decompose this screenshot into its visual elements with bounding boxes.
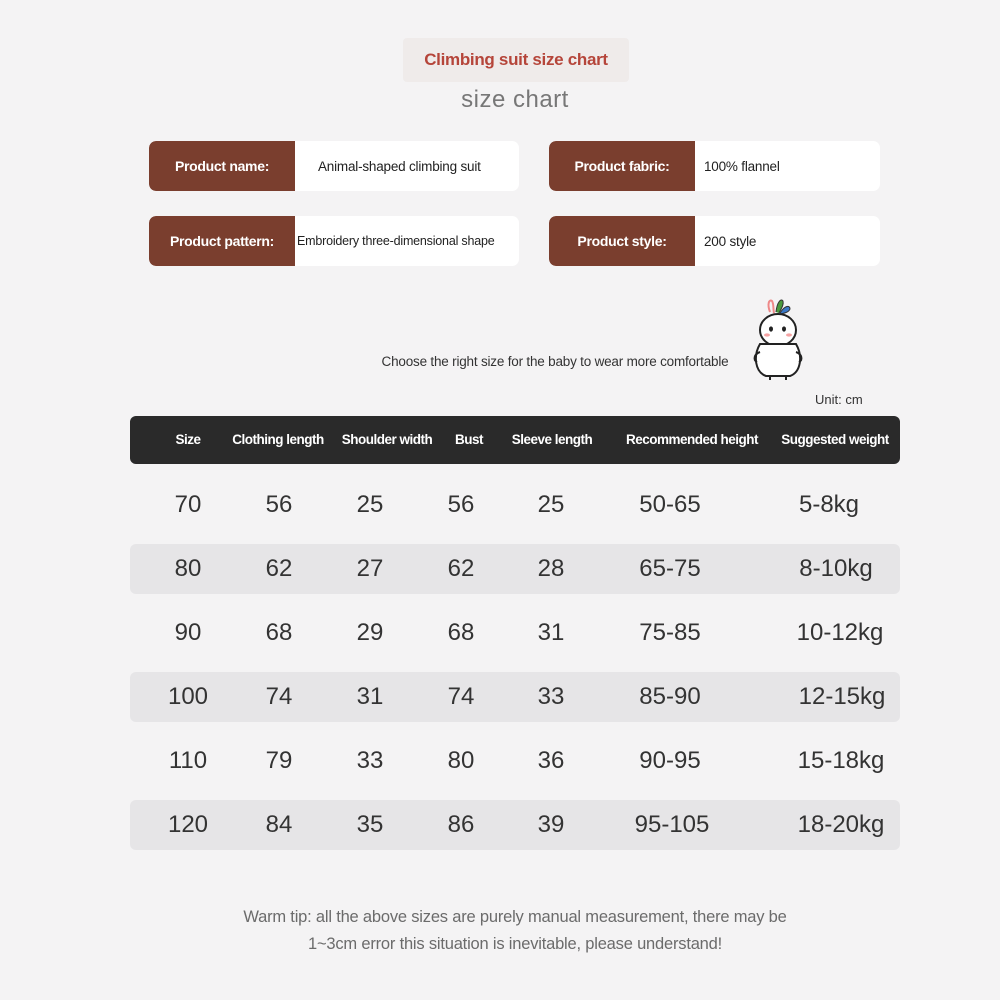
product-pattern-value: Embroidery three-dimensional shape [297,234,495,248]
cell-bust: 74 [447,683,475,710]
cell-clothing-length: 62 [265,555,293,582]
cell-recommended-height: 75-85 [639,619,701,646]
cell-shoulder-width: 25 [356,491,384,518]
cell-recommended-height: 90-95 [639,747,701,774]
product-name-label: Product name: [149,141,295,191]
cell-shoulder-width: 35 [356,811,384,838]
cell-recommended-height: 50-65 [639,491,701,518]
cell-clothing-length: 68 [265,619,293,646]
product-name-value: Animal-shaped climbing suit [318,158,481,174]
table-row [130,672,900,722]
warm-tip-line-2: 1~3cm error this situation is inevitable, please understand! [307,935,723,953]
cell-clothing-length: 56 [265,491,293,518]
cell-recommended-height: 85-90 [639,683,701,710]
cell-sleeve-length: 39 [537,811,565,838]
cell-size: 120 [167,811,209,838]
product-fabric-label: Product fabric: [549,141,695,191]
cell-bust: 68 [447,619,475,646]
cell-suggested-weight: 10-12kg [796,619,884,646]
cell-clothing-length: 79 [265,747,293,774]
cell-suggested-weight: 5-8kg [798,491,860,518]
cell-suggested-weight: 18-20kg [797,811,885,838]
table-row [130,480,900,530]
cell-shoulder-width: 31 [356,683,384,710]
cell-clothing-length: 74 [265,683,293,710]
cell-size: 70 [174,491,202,518]
page-subtitle: size chart [461,86,569,113]
table-row [130,736,900,786]
cell-recommended-height: 65-75 [639,555,701,582]
cell-sleeve-length: 25 [537,491,565,518]
cell-sleeve-length: 28 [537,555,565,582]
product-pattern-card [149,216,519,266]
cell-bust: 56 [447,491,475,518]
product-pattern-label: Product pattern: [149,216,295,266]
cell-shoulder-width: 27 [356,555,384,582]
warm-tip-line-1: Warm tip: all the above sizes are purely manual measurement, there may be [243,908,787,926]
cell-size: 100 [167,683,209,710]
cell-suggested-weight: 15-18kg [797,747,885,774]
table-header [130,416,900,464]
table-row [130,800,900,850]
cell-suggested-weight: 8-10kg [799,555,873,582]
cell-sleeve-length: 33 [537,683,565,710]
cell-bust: 62 [447,555,475,582]
cell-sleeve-length: 31 [537,619,565,646]
cell-bust: 86 [447,811,475,838]
table-row [130,608,900,658]
header-size: Size [175,432,201,447]
header-shoulder-width: Shoulder width [341,432,433,447]
cell-shoulder-width: 29 [356,619,384,646]
header-recommended-height: Recommended height [625,432,759,447]
cell-size: 110 [168,747,208,774]
product-style-card [549,216,880,266]
header-bust: Bust [455,432,483,447]
cell-bust: 80 [447,747,475,774]
choose-size-text: Choose the right size for the baby to wear more comfortable [381,354,729,369]
product-fabric-card [549,141,880,191]
product-style-label: Product style: [549,216,695,266]
product-fabric-value: 100% flannel [704,158,780,174]
cell-suggested-weight: 12-15kg [798,683,886,710]
cell-size: 80 [174,555,202,582]
unit-label: Unit: cm [815,392,863,407]
product-name-card [149,141,519,191]
header-sleeve-length: Sleeve length [511,432,593,447]
cartoon-baby-mascot-icon [748,296,808,382]
product-style-value: 200 style [704,233,757,249]
page-title: Climbing suit size chart [403,38,629,82]
table-row [130,544,900,594]
warm-tip [150,904,880,958]
cell-size: 90 [174,619,202,646]
cell-shoulder-width: 33 [356,747,384,774]
header-clothing-length: Clothing length [232,432,324,447]
cell-sleeve-length: 36 [537,747,565,774]
header-suggested-weight: Suggested weight [781,432,889,447]
cell-recommended-height: 95-105 [634,811,710,838]
cell-clothing-length: 84 [265,811,293,838]
